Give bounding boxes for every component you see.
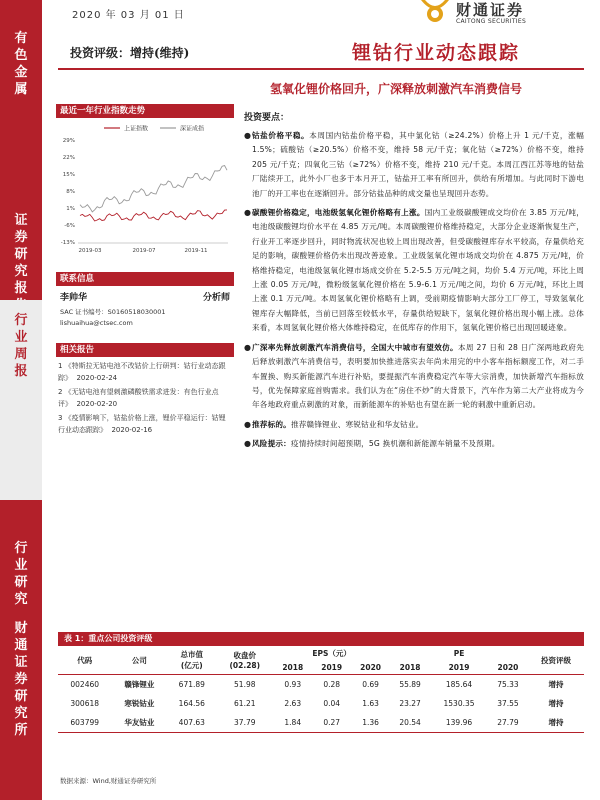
cell-mcap: 164.56	[178, 699, 205, 708]
related-report-item[interactable]: 1 《特斯拉无钴电池不改钴价上行研判：钴行业动态跟踪》 2020-02-24	[58, 362, 226, 382]
cell-pe-2020: 27.79	[488, 713, 528, 733]
logo-english-name: CAITONG SECURITIES	[456, 17, 527, 25]
sidebar-weekly-band	[0, 300, 42, 500]
bullet-dot-icon: ●	[244, 208, 251, 218]
cell-code: 300618	[70, 699, 100, 708]
col-year: 2018	[390, 661, 430, 675]
sidebar-research-label: 行 业 研 究	[14, 541, 28, 607]
table-row	[58, 694, 584, 713]
report-date: 2020 年 03 月 01 日	[72, 10, 185, 21]
cell-eps-2020: 0.69	[362, 680, 379, 689]
col-pe: PE	[453, 649, 465, 658]
cell-pe-2018: 55.89	[399, 680, 421, 689]
cell-mcap: 407.63	[167, 713, 216, 733]
cell-eps-2020: 1.63	[362, 699, 379, 708]
y-tick-label: 15%	[62, 172, 75, 178]
y-tick-label: 22%	[62, 155, 75, 161]
col-year: 2020	[488, 661, 528, 675]
analyst-row	[56, 286, 234, 303]
bullet-auto-policy: ● 广深率先释放刺激汽车消费信号，全国大中城市有望效仿。本周 27 日和 28 日广深两地政府先后释放刺激汽车消费信号，表明要加快推进落实去年尚未用完的中小客车指标额度工作，对二手车置换、购买新能源汽车进行补贴，要提振汽车消费稳定汽车等大宗消费，加快新增汽车指标放号，优先保障家庭首购需求。我们认为在“房住不炒”的大背景下，汽车作为第二大产业将成为今年各地政府重点刺激的对象，而新能源车的补贴也有望在新一轮的刺激中重新启动。	[244, 341, 584, 413]
col-close: 收盘价 (02.28)	[216, 646, 273, 675]
cell-company: 赣锋锂业	[124, 680, 155, 689]
cell-rating: 增持	[548, 699, 564, 708]
cell-eps-2020: 1.36	[351, 713, 390, 733]
cell-close: 61.21	[234, 699, 256, 708]
contact-heading: 联系信息	[56, 272, 234, 286]
related-report-item[interactable]: 2 《无钴电池有望刺激磷酸铁需求进发：有色行业点评》 2020-02-20	[58, 388, 219, 408]
bullet-dot-icon: ●	[244, 419, 251, 429]
cell-close: 37.79	[216, 713, 273, 733]
left-column	[56, 104, 234, 436]
bullet-recommendation: ● 推荐标的。推荐赣锋锂业、寒锐钴业和华友钴业。	[244, 418, 584, 432]
bullet-risk: ● 风险提示：疫情持续时间超预期，5G 换机潮和新能源车销量不及预期。	[244, 437, 584, 451]
table-row	[58, 713, 584, 733]
logo-chinese-name: 财通证券	[456, 0, 525, 19]
cell-pe-2018: 23.27	[399, 699, 421, 708]
trend-heading: 最近一年行业指数走势	[56, 104, 234, 118]
bullet-cobalt: ● 钴盐价格平稳。本周国内钴盐价格平稳，其中氯化钴（≥24.2%）价格上升 1 元/千克，涨幅 1.5%；硫酸钴（≥20.5%）价格不变，维持 58 元/千克；氧化钴（≥72%）价格不变，维持 205 元/千克；四氧化三钴（≥72%）价格不变，维持 210 元/千克。本周江西江苏等地的钴盐厂陆续开工，此外小厂也多于本月开工，钴盐开工率有所回升，供给有所增加。与此同时下游电池厂的开工率也在逐渐回升。部分钴盐品种的成交量也呈现回升态势。	[244, 129, 584, 201]
sidebar-weekly-label: 行 业 周 报	[14, 313, 28, 379]
cell-eps-2019: 0.27	[312, 713, 351, 733]
cell-eps-2019: 0.04	[323, 699, 341, 708]
cell-code: 002460	[70, 680, 100, 689]
y-tick-label: -13%	[60, 240, 75, 246]
index-trend-chart	[56, 118, 234, 266]
col-mcap: 总市值 (亿元)	[167, 646, 216, 675]
cell-company: 寒锐钴业	[124, 699, 155, 708]
cell-pe-2020: 37.55	[497, 699, 519, 708]
col-year: 2019	[312, 661, 351, 675]
report-title: 锂钴行业动态跟踪	[352, 42, 521, 64]
bullet-dot-icon: ●	[244, 342, 251, 352]
col-code: 代码	[58, 646, 111, 675]
y-tick-label: 8%	[66, 189, 75, 195]
sse-index-line	[80, 210, 227, 221]
analyst-email[interactable]: lishuaihua@ctsec.com	[60, 319, 133, 327]
col-year: 2019	[430, 661, 488, 675]
report-subtitle: 氢氧化锂价格回升，广深释放刺激汽车消费信号	[270, 82, 523, 96]
key-points-section	[244, 110, 584, 457]
col-year: 2020	[351, 661, 390, 675]
related-heading: 相关报告	[56, 343, 234, 357]
left-sidebar	[0, 0, 42, 800]
bullet-lithium: ● 碳酸锂价格稳定，电池级氢氧化锂价格略有上涨。国内工业级碳酸锂成交均价在 3.85 万元/吨，电池级碳酸锂均价水平在 4.85 万元/吨。本周碳酸锂价格维持稳定，大部分企业逐渐恢复生产，行业开工率逐步回升，同时物流状况也较上周出现改善，但受碳酸锂库存水平较高，存量供给充足的影响，碳酸锂价格仍未出现改善迹象。工业级氢氧化锂市场成交均价在 4.875 万元/吨，价格维持稳定，电池级氢氧化锂市场成交价在 5.2-5.5 万元/吨之间，均价 5.4 万元/吨，环比上周上涨 0.05 万元/吨，微粉级氢氧化锂价格在 5.9-6.1 万元/吨之间，均价 6 万元/吨，环比上周上涨 0.1 万元/吨。本周氢氧化锂价格略有上调，受前期疫情影响大部分工厂停工，导致氢氧化锂库存大幅降低，当前已回落至较低水平，存量供给短缺下，氢氧化锂价格出现小幅上涨。总体来看，本周氢氧化锂价格大体维持稳定，在低库存的作用下，氢氧化锂价格已出现回暖迹象。	[244, 206, 584, 336]
x-tick-label: 2019-11	[184, 248, 208, 254]
cell-pe-2018: 20.54	[390, 713, 430, 733]
cell-eps-2018: 0.93	[284, 680, 302, 689]
cell-close: 51.98	[234, 680, 256, 689]
key-points-heading: 投资要点：	[244, 113, 290, 123]
table-title: 表 1：重点公司投资评级	[58, 632, 584, 646]
ratings-table-section	[58, 632, 584, 733]
investment-rating: 投资评级：增持(维持)	[70, 46, 190, 60]
cell-mcap: 671.89	[178, 680, 205, 689]
cell-pe-2020: 75.33	[497, 680, 519, 689]
x-tick-label: 2019-07	[132, 248, 156, 254]
sidebar-report-type: 证 券 研 究 报	[14, 213, 28, 296]
coin-logo-icon	[418, 0, 452, 26]
col-rating: 投资评级	[528, 646, 584, 675]
table-row	[58, 675, 584, 695]
cell-company: 华友钴业	[111, 713, 167, 733]
analyst-name: 李帅华	[60, 293, 88, 303]
cell-rating: 增持	[528, 713, 584, 733]
legend-label-b: 深证成指	[180, 125, 205, 133]
sac-cert: SAC 证书编号：S0160518030001	[60, 308, 166, 316]
y-tick-label: -6%	[64, 223, 75, 229]
cell-pe-2019: 185.64	[445, 680, 473, 689]
caitong-logo	[418, 0, 526, 26]
col-year: 2018	[273, 661, 312, 675]
col-eps: EPS（元）	[312, 649, 351, 658]
cell-pe-2019: 139.96	[430, 713, 488, 733]
related-report-item[interactable]: 3 《疫情影响下，钴盐价格上涨，锂价平稳运行：钴锂行业动态跟踪》 2020-02-16	[58, 414, 226, 434]
analyst-title: 分析师	[202, 293, 230, 303]
cell-pe-2019: 1530.35	[443, 699, 475, 708]
col-company: 公司	[111, 646, 167, 675]
sidebar-institute-label: 财 通 证 券 研 究 所	[14, 621, 28, 738]
cell-eps-2018: 2.63	[284, 699, 302, 708]
related-reports-list	[56, 357, 234, 436]
cell-eps-2018: 1.84	[273, 713, 312, 733]
x-tick-label: 2019-03	[78, 248, 102, 254]
sidebar-sector-label: 有 色 金 属	[14, 31, 28, 97]
ratings-table	[58, 646, 584, 733]
cell-rating: 增持	[548, 680, 564, 689]
legend-label-a: 上证指数	[124, 125, 149, 133]
data-source-note: 数据来源：Wind,财通证券研究所	[60, 777, 157, 785]
bullet-dot-icon: ●	[244, 439, 251, 449]
title-divider	[58, 68, 584, 70]
cell-code: 603799	[58, 713, 111, 733]
szse-component-line	[80, 166, 227, 212]
y-tick-label: 1%	[66, 206, 75, 212]
y-tick-label: 29%	[62, 138, 75, 144]
cell-eps-2019: 0.28	[323, 680, 341, 689]
bullet-dot-icon: ●	[244, 131, 251, 140]
